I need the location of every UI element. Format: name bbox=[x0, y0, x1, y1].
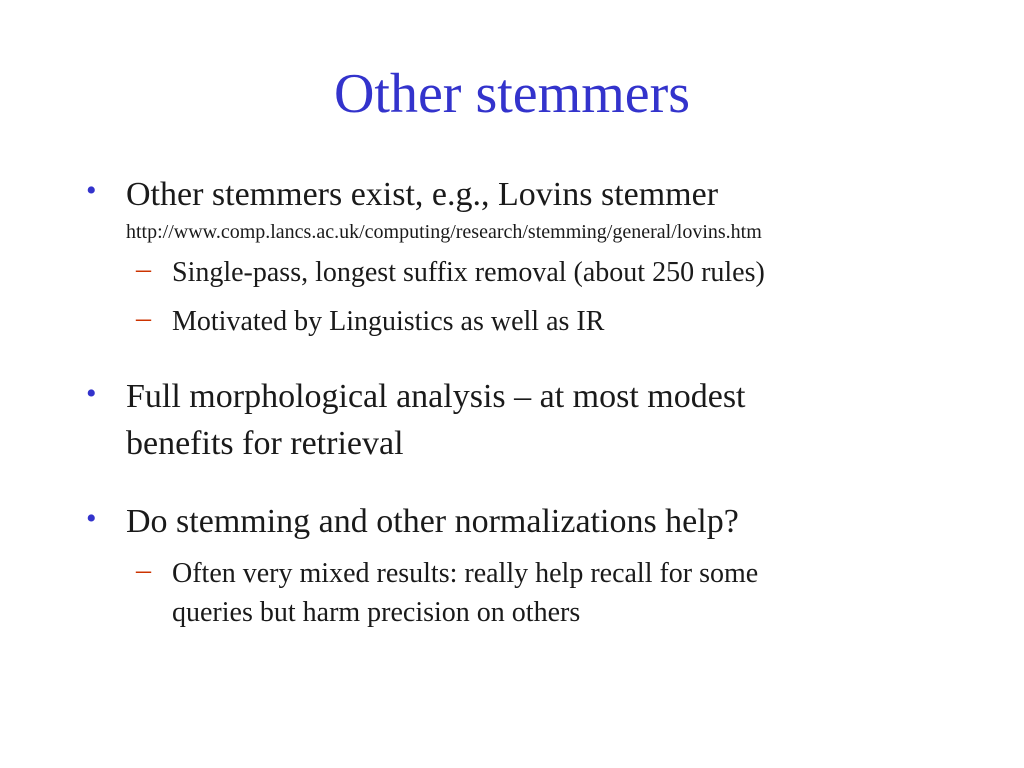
sub-bullet-1-2: Motivated by Linguistics as well as IR bbox=[172, 306, 605, 337]
bullet-2-line-2: benefits for retrieval bbox=[126, 425, 404, 462]
bullet-icon: • bbox=[86, 377, 97, 410]
sub-bullet-3-line-2: queries but harm precision on others bbox=[172, 597, 581, 628]
dash-icon: – bbox=[136, 553, 151, 586]
bullet-1-text: Other stemmers exist, e.g., Lovins stemmer bbox=[126, 176, 719, 213]
slide-title: Other stemmers bbox=[333, 63, 691, 125]
bullet-3-text: Do stemming and other normalizations help? bbox=[126, 503, 739, 540]
dash-icon: – bbox=[136, 301, 151, 334]
dash-icon: – bbox=[136, 252, 151, 285]
sub-bullet-1-1: Single-pass, longest suffix removal (about 250 rules) bbox=[172, 257, 765, 288]
bullet-1-url: http://www.comp.lancs.ac.uk/computing/research/stemming/general/lovins.htm bbox=[126, 221, 762, 243]
bullet-icon: • bbox=[86, 174, 97, 207]
bullet-icon: • bbox=[86, 502, 97, 535]
bullet-2-line-1: Full morphological analysis – at most modest bbox=[126, 378, 746, 415]
sub-bullet-3-line-1: Often very mixed results: really help recall for some bbox=[172, 558, 759, 589]
